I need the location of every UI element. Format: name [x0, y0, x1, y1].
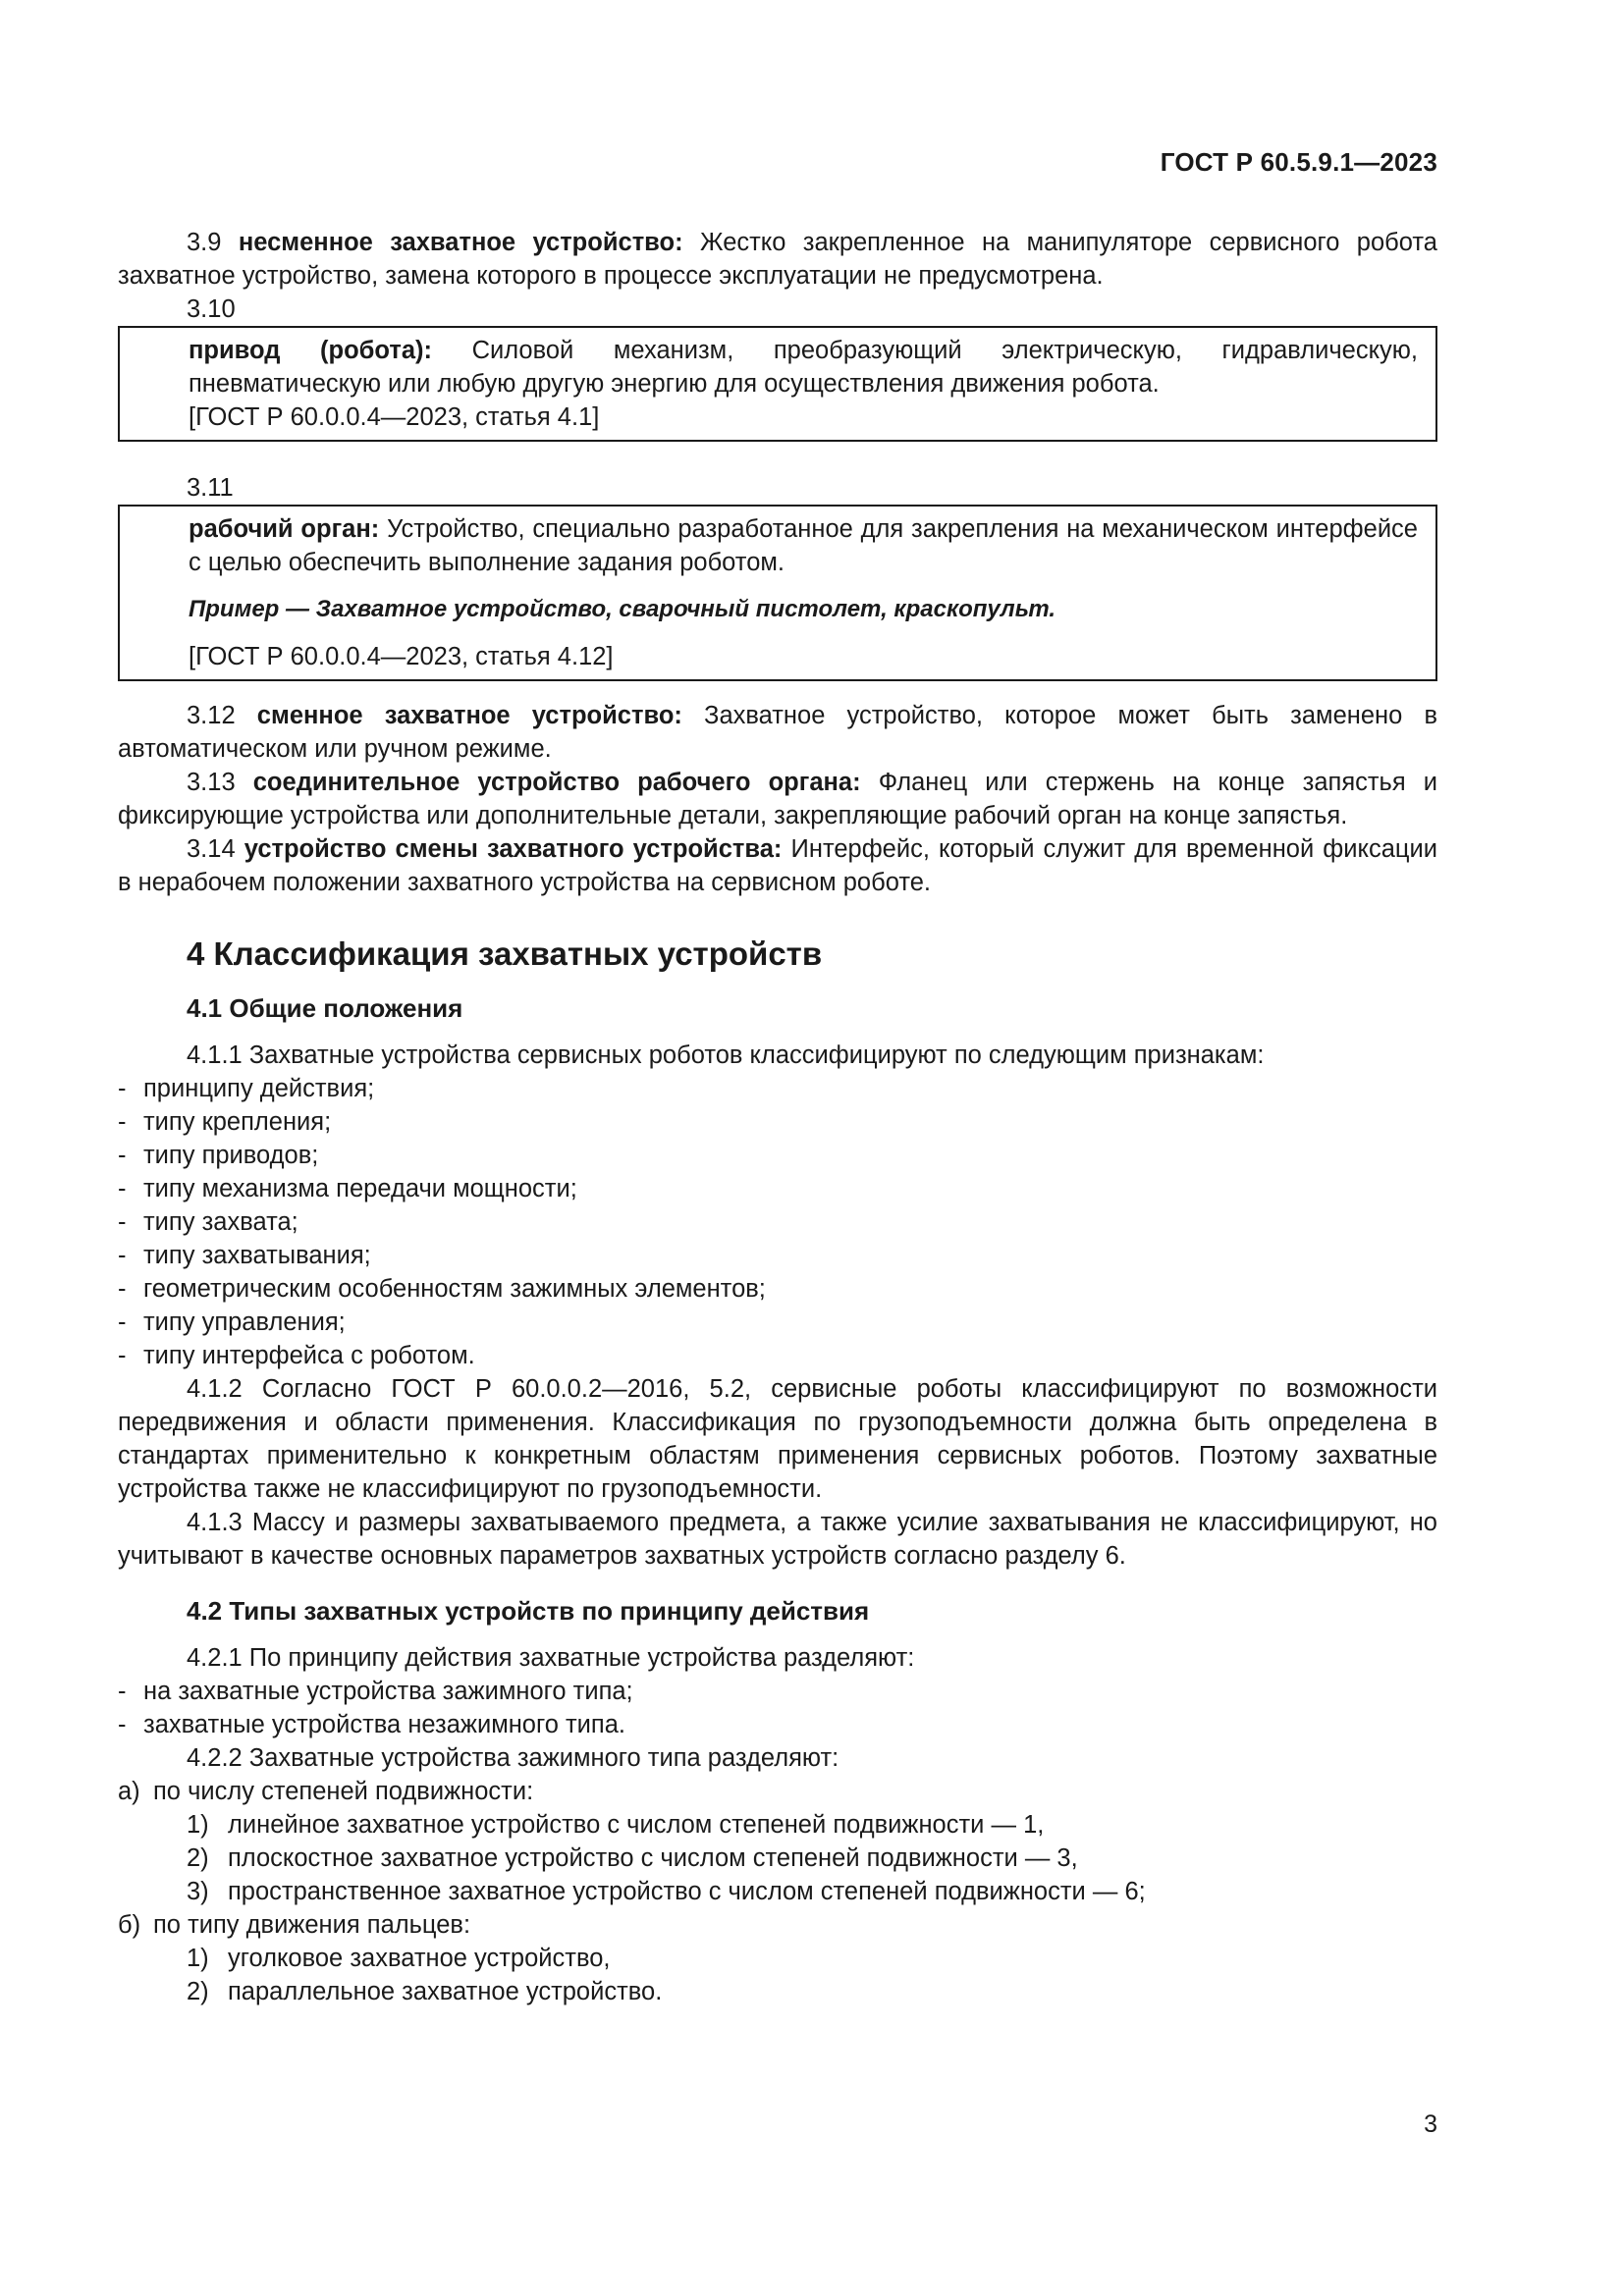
- principle-list: [118, 1675, 1437, 1741]
- term-number: 3.9: [187, 229, 222, 256]
- list-item: - типу захватывания;: [118, 1242, 371, 1269]
- section-4-title: 4 Классификация захватных устройств: [187, 935, 823, 972]
- term-definition: Устройство, специально разработанное для закрепления на механическом интерфейсе с целью обеспечить выполнение задания роботом.: [189, 515, 1418, 576]
- term-source: [ГОСТ Р 60.0.0.4—2023, статья 4.1]: [189, 403, 600, 431]
- term-3-12: [118, 699, 1437, 766]
- term-number: 3.13: [187, 769, 236, 796]
- term-3-10-box: [118, 326, 1437, 442]
- section-4-1-title: 4.1 Общие положения: [187, 993, 463, 1023]
- term-number: 3.12: [187, 702, 236, 729]
- term-definition: Интерфейс, который служит для временной фиксации в нерабочем положении захватного устройства на сервисном роботе.: [118, 835, 1438, 896]
- term-3-11-number: 3.11: [187, 474, 234, 502]
- list-item-b-1: 1) уголковое захватное устройство,: [187, 1945, 611, 1972]
- list-item: - на захватные устройства зажимного типа;: [118, 1678, 633, 1705]
- term-3-10-number: 3.10: [187, 295, 236, 323]
- term-definition: Силовой механизм, преобразующий электрическую, гидравлическую, пневматическую или любую другую энергию для осуществления движения робота.: [189, 337, 1418, 398]
- paragraph-4-1-1: 4.1.1 Захватные устройства сервисных роботов классифицируют по следующим признакам:: [187, 1041, 1265, 1069]
- term-3-13: [118, 766, 1437, 832]
- paragraph-4-2-1: 4.2.1 По принципу действия захватные устройства разделяют:: [187, 1644, 915, 1672]
- term-example: Пример — Захватное устройство, сварочный пистолет, краскопульт.: [189, 596, 1056, 622]
- term-title: сменное захватное устройство:: [256, 702, 682, 729]
- list-item: - типу управления;: [118, 1308, 346, 1336]
- classification-criteria-list: [118, 1072, 1437, 1372]
- term-3-14: [118, 832, 1437, 899]
- list-item: - типу крепления;: [118, 1108, 332, 1136]
- list-item: - геометрическим особенностям зажимных элементов;: [118, 1275, 766, 1303]
- paragraph-4-1-2: 4.1.2 Согласно ГОСТ Р 60.0.0.2—2016, 5.2, сервисные роботы классифицируют по возможности передвижения и области применения. Классификация по грузоподъемности должна быть определена в стандартах применительно к конкретным областям применения сервисных роботов. Поэтому захватные устройства также не классифицируют по грузоподъемности.: [118, 1375, 1437, 1503]
- list-item-a: а) по числу степеней подвижности:: [118, 1778, 534, 1805]
- list-item: - принципу действия;: [118, 1075, 375, 1102]
- term-definition: Жестко закрепленное на манипуляторе сервисного робота захватное устройство, замена которого в процессе эксплуатации не предусмотрена.: [118, 229, 1437, 290]
- paragraph-4-2-2: 4.2.2 Захватные устройства зажимного типа разделяют:: [187, 1744, 839, 1772]
- term-source: [ГОСТ Р 60.0.0.4—2023, статья 4.12]: [189, 643, 614, 670]
- term-definition: Захватное устройство, которое может быть заменено в автоматическом или ручном режиме.: [118, 702, 1437, 763]
- page-content: [118, 226, 1437, 2008]
- term-3-11-box: [118, 505, 1437, 681]
- list-item: - типу приводов;: [118, 1142, 319, 1169]
- list-item: - захватные устройства незажимного типа.: [118, 1711, 625, 1738]
- term-3-9: [118, 226, 1437, 293]
- list-item-b: б) по типу движения пальцев:: [118, 1911, 471, 1939]
- term-title: рабочий орган:: [189, 515, 380, 543]
- document-code-header: ГОСТ Р 60.5.9.1—2023: [1160, 147, 1437, 177]
- paragraph-4-1-3: 4.1.3 Массу и размеры захватываемого предмета, а также усилие захватывания не классифицируют, но учитывают в качестве основных параметров захватных устройств согласно разделу 6.: [118, 1509, 1437, 1570]
- section-4-2-title: 4.2 Типы захватных устройств по принципу действия: [187, 1596, 870, 1626]
- list-item-a-1: 1) линейное захватное устройство с числом степеней подвижности — 1,: [187, 1811, 1045, 1839]
- page-number: 3: [1424, 2110, 1437, 2138]
- term-title: несменное захватное устройство:: [238, 229, 683, 256]
- list-item-a-2: 2) плоскостное захватное устройство с числом степеней подвижности — 3,: [187, 1844, 1078, 1872]
- list-item: - типу механизма передачи мощности;: [118, 1175, 577, 1202]
- term-definition: Фланец или стержень на конце запястья и фиксирующие устройства или дополнительные детали, закрепляющие рабочий орган на конце запястья.: [118, 769, 1437, 829]
- term-title: устройство смены захватного устройства:: [244, 835, 783, 863]
- term-title: соединительное устройство рабочего органа:: [252, 769, 861, 796]
- term-3-11: [189, 512, 1418, 579]
- list-item: - типу интерфейса с роботом.: [118, 1342, 475, 1369]
- list-item: - типу захвата;: [118, 1208, 298, 1236]
- term-title: привод (робота):: [189, 337, 432, 364]
- term-number: 3.14: [187, 835, 236, 863]
- list-item-a-3: 3) пространственное захватное устройство с числом степеней подвижности — 6;: [187, 1878, 1146, 1905]
- list-item-b-2: 2) параллельное захватное устройство.: [187, 1978, 663, 2005]
- term-3-10: [189, 334, 1418, 400]
